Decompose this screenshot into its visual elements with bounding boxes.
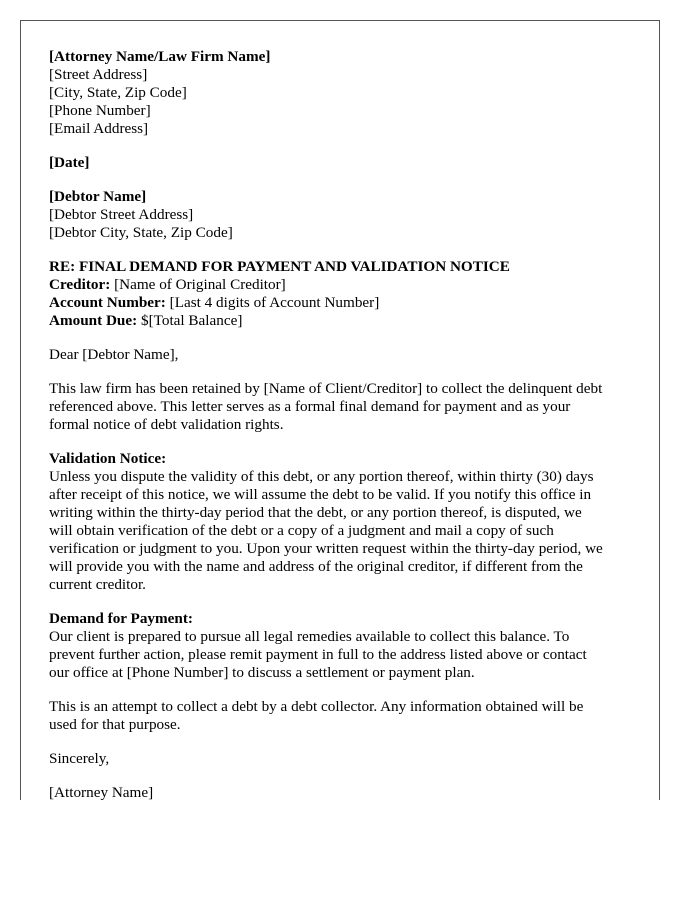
validation-line: current creditor. <box>49 576 146 593</box>
signature-name: [Attorney Name] <box>49 784 154 800</box>
demand-line: prevent further action, please remit payment in full to the address listed above or contact <box>49 646 587 663</box>
demand-heading: Demand for Payment: <box>49 610 193 627</box>
validation-line: writing within the thirty-day period that the debt, or any portion thereof, is disputed, we <box>49 504 582 521</box>
closing <box>49 750 639 768</box>
closing-text: Sincerely, <box>49 750 110 767</box>
sender-address-block <box>49 48 639 138</box>
intro-line: formal notice of debt validation rights. <box>49 416 284 433</box>
disclaimer-line: used for that purpose. <box>49 716 181 733</box>
sender-phone: [Phone Number] <box>49 102 151 119</box>
demand-line: Our client is prepared to pursue all legal remedies available to collect this balance. To <box>49 628 570 645</box>
creditor-value: [Name of Original Creditor] <box>110 276 286 293</box>
creditor-line <box>49 276 639 294</box>
account-label: Account Number: <box>49 294 166 311</box>
intro-paragraph <box>49 380 639 434</box>
date-block <box>49 154 639 172</box>
demand-line: our office at [Phone Number] to discuss a settlement or payment plan. <box>49 664 475 681</box>
validation-heading: Validation Notice: <box>49 450 167 467</box>
disclaimer-paragraph <box>49 698 639 734</box>
debtor-city: [Debtor City, State, Zip Code] <box>49 224 233 241</box>
amount-label: Amount Due: <box>49 312 138 329</box>
validation-line: will provide you with the name and address of the original creditor, if different from the <box>49 558 583 575</box>
letter-body <box>49 48 639 800</box>
debtor-name: [Debtor Name] <box>49 188 147 205</box>
salutation <box>49 346 639 364</box>
letter-date: [Date] <box>49 154 90 171</box>
account-line <box>49 294 639 312</box>
disclaimer-line: This is an attempt to collect a debt by a debt collector. Any information obtained will be <box>49 698 584 715</box>
validation-line: Unless you dispute the validity of this debt, or any portion thereof, within thirty (30) days <box>49 468 594 485</box>
intro-line: This law firm has been retained by [Name of Client/Creditor] to collect the delinquent debt <box>49 380 603 397</box>
sender-email: [Email Address] <box>49 120 149 137</box>
salutation-text: Dear [Debtor Name], <box>49 346 179 363</box>
signature-block <box>49 784 639 800</box>
validation-line: verification or judgment to you. Upon your written request within the thirty-day period, we <box>49 540 603 557</box>
re-subject: RE: FINAL DEMAND FOR PAYMENT AND VALIDATION NOTICE <box>49 258 510 275</box>
sender-name: [Attorney Name/Law Firm Name] <box>49 48 271 65</box>
account-value: [Last 4 digits of Account Number] <box>165 294 380 311</box>
intro-line: referenced above. This letter serves as a formal final demand for payment and as your <box>49 398 571 415</box>
amount-line <box>49 312 639 330</box>
debtor-street: [Debtor Street Address] <box>49 206 194 223</box>
sender-city: [City, State, Zip Code] <box>49 84 187 101</box>
demand-section <box>49 610 639 682</box>
validation-section <box>49 450 639 594</box>
letter-page <box>20 20 660 800</box>
reference-block <box>49 258 639 330</box>
validation-line: will obtain verification of the debt or a copy of a judgment and mail a copy of such <box>49 522 554 539</box>
validation-line: after receipt of this notice, we will assume the debt to be valid. If you notify this office in <box>49 486 592 503</box>
sender-street: [Street Address] <box>49 66 148 83</box>
amount-value: $[Total Balance] <box>137 312 243 329</box>
debtor-address-block <box>49 188 639 242</box>
creditor-label: Creditor: <box>49 276 111 293</box>
